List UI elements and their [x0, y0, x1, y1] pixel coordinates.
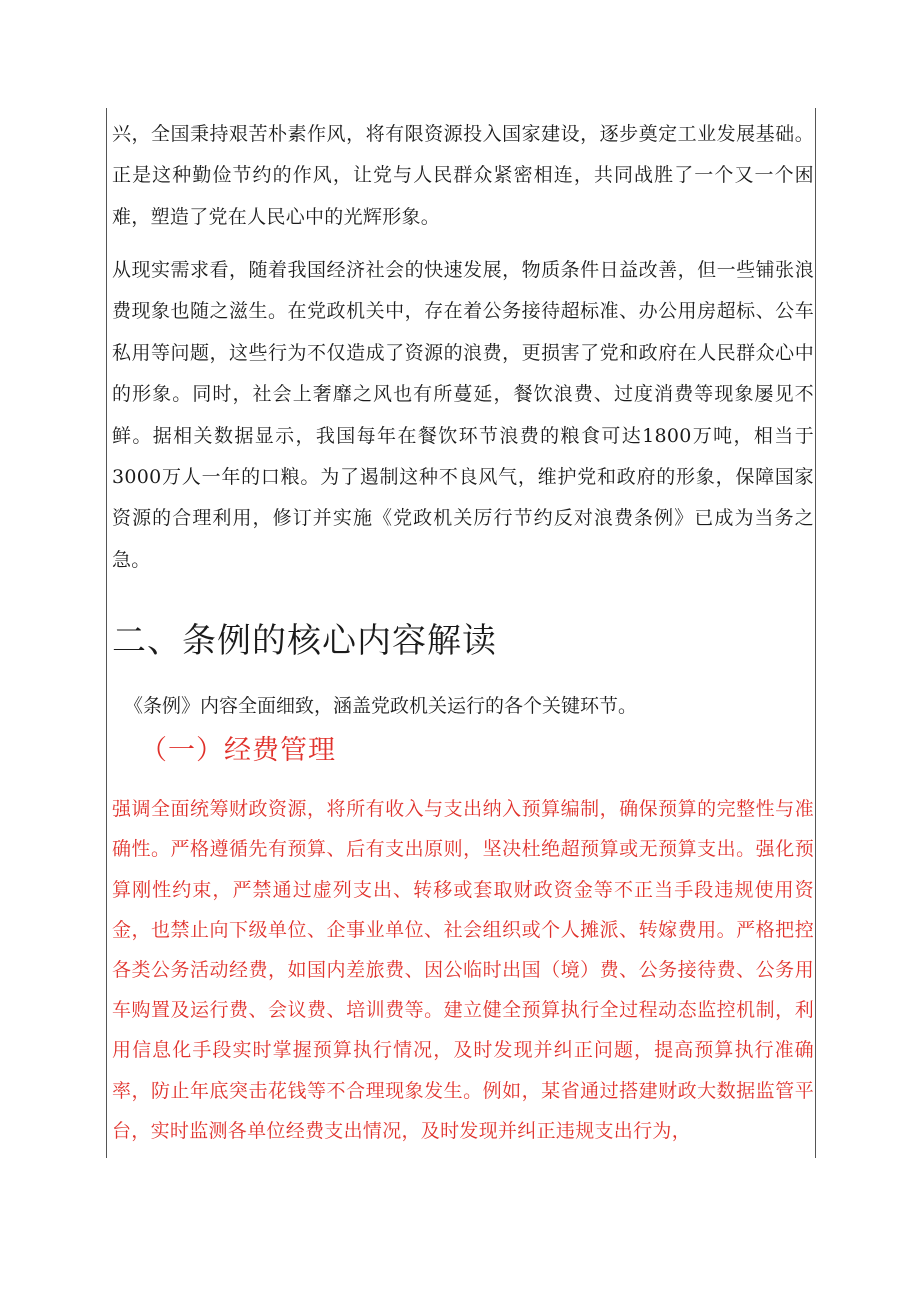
paragraph-history: 兴，全国秉持艰苦朴素作风，将有限资源投入国家建设，逐步奠定工业发展基础。正是这种勤俭节约的作风，让党与人民群众紧密相连，共同战胜了一个又一个困难，塑造了党在人民心中的光辉形象。: [112, 123, 814, 228]
subsection-paragraph: 强调全面统筹财政资源，将所有收入与支出纳入预算编制，确保预算的完整性与准确性。严格遵循先有预算、后有支出原则，坚决杜绝超预算或无预算支出。强化预算刚性约束，严禁通过虚列支出、转移或套取财政资金等不正当手段违规使用资金，也禁止向下级单位、企事业单位、社会组织或个人摊派、转嫁费用。严格把控各类公务活动经费，如国内差旅费、因公临时出国（境）费、公务接待费、公务用车购置及运行费、会议费、培训费等。建立健全预算执行全过程动态监控机制，利用信息化手段实时掌握预算执行情况，及时发现并纠正问题，提高预算执行准确率，防止年底突击花钱等不合理现象发生。例如，某省通过搭建财政大数据监管平台，实时监测各单位经费支出情况，及时发现并纠正违规支出行为，: [112, 798, 814, 1142]
section-heading: 二、条例的核心内容解读: [112, 621, 497, 662]
subsection-heading: （一）经费管理: [140, 735, 336, 767]
document-body: [112, 114, 814, 1151]
paragraph-reality: 从现实需求看，随着我国经济社会的快速发展，物质条件日益改善，但一些铺张浪费现象也随之滋生。在党政机关中，存在着公务接待超标准、办公用房超标、公车私用等问题，这些行为不仅造成了资源的浪费，更损害了党和政府在人民群众心中的形象。同时，社会上奢靡之风也有所蔓延，餐饮浪费、过度消费等现象屡见不鲜。据相关数据显示，我国每年在餐饮环节浪费的粮食可达1800万吨，相当于3000万人一年的口粮。为了遏制这种不良风气，维护党和政府的形象，保障国家资源的合理利用，修订并实施《党政机关厉行节约反对浪费条例》已成为当务之急。: [112, 259, 814, 571]
section-intro: 《条例》内容全面细致，涵盖党政机关运行的各个关键环节。: [124, 695, 638, 718]
